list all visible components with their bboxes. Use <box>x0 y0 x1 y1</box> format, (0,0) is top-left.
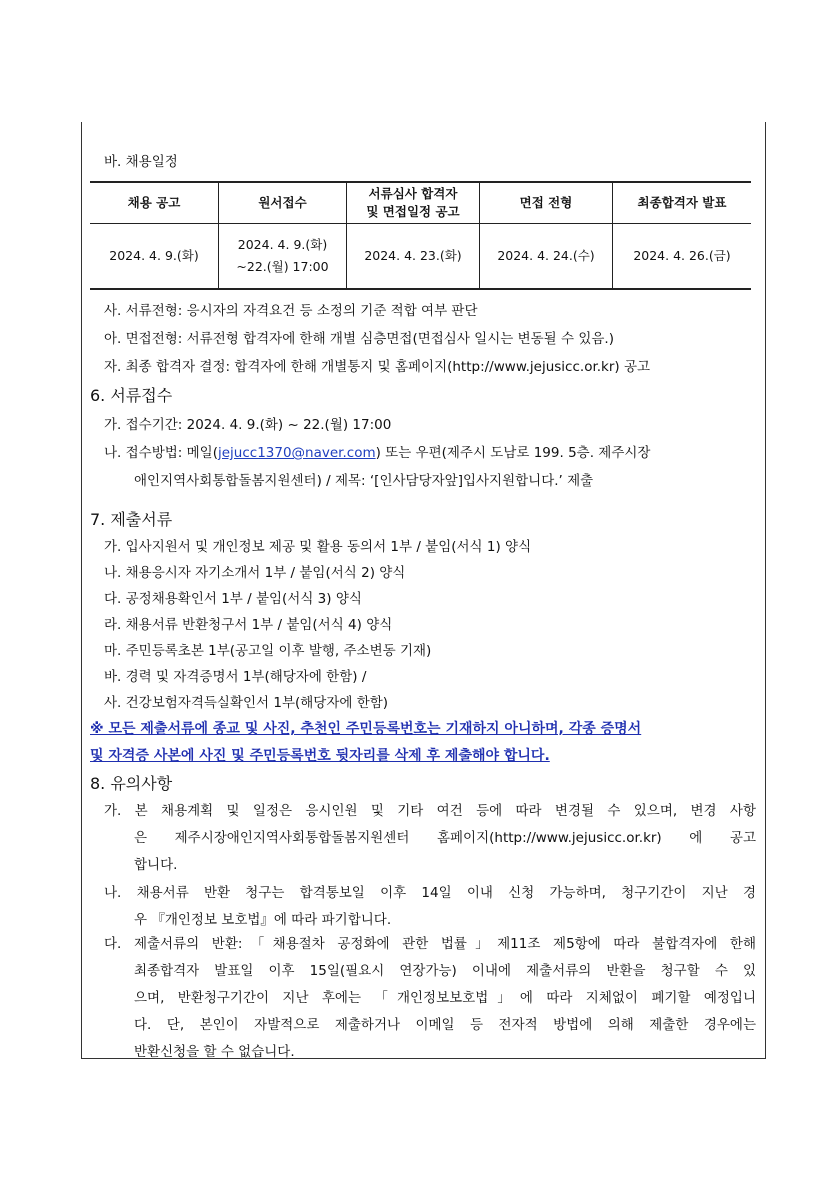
th-document-result: 서류심사 합격자 및 면접일정 공고 <box>347 182 480 224</box>
sec7-item: 가. 입사지원서 및 개인정보 제공 및 활용 동의서 1부 / 붙임(서식 1) 양식 <box>104 539 532 555</box>
sec6-method: 나. 접수방법: 메일(jejucc1370@naver.com) 또는 우편(제주시 도남로 199. 5층. 제주시장 <box>104 445 651 461</box>
sec8-ga: 가. 본 채용계획 및 일정은 응시인원 및 기타 여건 등에 따라 변경될 수 있으며, 변경 사항 은 제주시장애인지역사회통합돌봄지원센터 홈페이지(http://www.jejusicc.or.kr) 에 공고 합니다. <box>104 803 756 873</box>
sec7-item: 나. 채용응시자 자기소개서 1부 / 붙임(서식 2) 양식 <box>104 565 406 581</box>
sec7-item: 라. 채용서류 반환청구서 1부 / 붙임(서식 4) 양식 <box>104 617 393 633</box>
section-8-title: 8. 유의사항 <box>90 774 173 793</box>
th-final: 최종합격자 발표 <box>613 182 752 224</box>
th-interview: 면접 전형 <box>480 182 613 224</box>
sec7-item: 다. 공정채용확인서 1부 / 붙임(서식 3) 양식 <box>104 591 362 607</box>
email-link[interactable]: jejucc1370@naver.com <box>217 445 376 461</box>
td-document-result: 2024. 4. 23.(화) <box>347 224 480 290</box>
section-6-title: 6. 서류접수 <box>90 386 173 405</box>
line-sa: 사. 서류전형: 응시자의 자격요건 등 소정의 기준 적합 여부 판단 <box>104 303 478 319</box>
sec6-method-line2: 애인지역사회통합돌봄지원센터) / 제목: ‘[인사담당자앞]입사지원합니다.’ 제출 <box>134 473 594 489</box>
td-announce: 2024. 4. 9.(화) <box>90 224 219 290</box>
sec6-period: 가. 접수기간: 2024. 4. 9.(화) ~ 22.(월) 17:00 <box>104 417 392 433</box>
td-application: 2024. 4. 9.(화) ~22.(월) 17:00 <box>219 224 347 290</box>
schedule-heading: 바. 채용일정 <box>104 154 178 170</box>
td-final: 2024. 4. 26.(금) <box>613 224 752 290</box>
sec8-na: 나. 채용서류 반환 청구는 합격통보일 이후 14일 이내 신청 가능하며, 청구기간이 지난 경 우 『개인정보 보호법』에 따라 파기합니다. <box>104 885 756 928</box>
section-7-title: 7. 제출서류 <box>90 510 173 529</box>
schedule-table <box>90 181 751 290</box>
td-interview: 2024. 4. 24.(수) <box>480 224 613 290</box>
notice-line-1: ※ 모든 제출서류에 종교 및 사진, 추천인 주민등록번호는 기재하지 아니하며, 각종 증명서 <box>90 721 642 737</box>
sec7-item: 사. 건강보험자격득실확인서 1부(해당자에 한함) <box>104 695 389 711</box>
th-application: 원서접수 <box>219 182 347 224</box>
sec8-da: 다. 제출서류의 반환:「채용절차 공정화에 관한 법률」제11조 제5항에 따라 불합격자에 한해 최종합격자 발표일 이후 15일(필요시 연장가능) 이내에 제출서류의 반환을 청구할 수 있 으며, 반환청구기간이 지난 후에는 「개인정보보호법」에 따라 지체없이 폐기할 예정입니 다. 단, 본인이 자발적으로 제출하거나 이메일 등 전자적 방법에 의해 제출한 경우에는 반환신청을 할 수 없습니다. <box>104 936 756 1060</box>
sec7-item: 마. 주민등록초본 1부(공고일 이후 발행, 주소변동 기재) <box>104 643 432 659</box>
th-announce: 채용 공고 <box>90 182 219 224</box>
line-ja: 자. 최종 합격자 결정: 합격자에 한해 개별통지 및 홈페이지(http://www.jejusicc.or.kr) 공고 <box>104 359 651 375</box>
sec7-item: 바. 경력 및 자격증명서 1부(해당자에 한함) / <box>104 669 367 685</box>
notice-line-2: 및 자격증 사본에 사진 및 주민등록번호 뒷자리를 삭제 후 제출해야 합니다. <box>90 748 550 764</box>
line-a: 아. 면접전형: 서류전형 합격자에 한해 개별 심층면접(면접심사 일시는 변동될 수 있음.) <box>104 331 614 347</box>
